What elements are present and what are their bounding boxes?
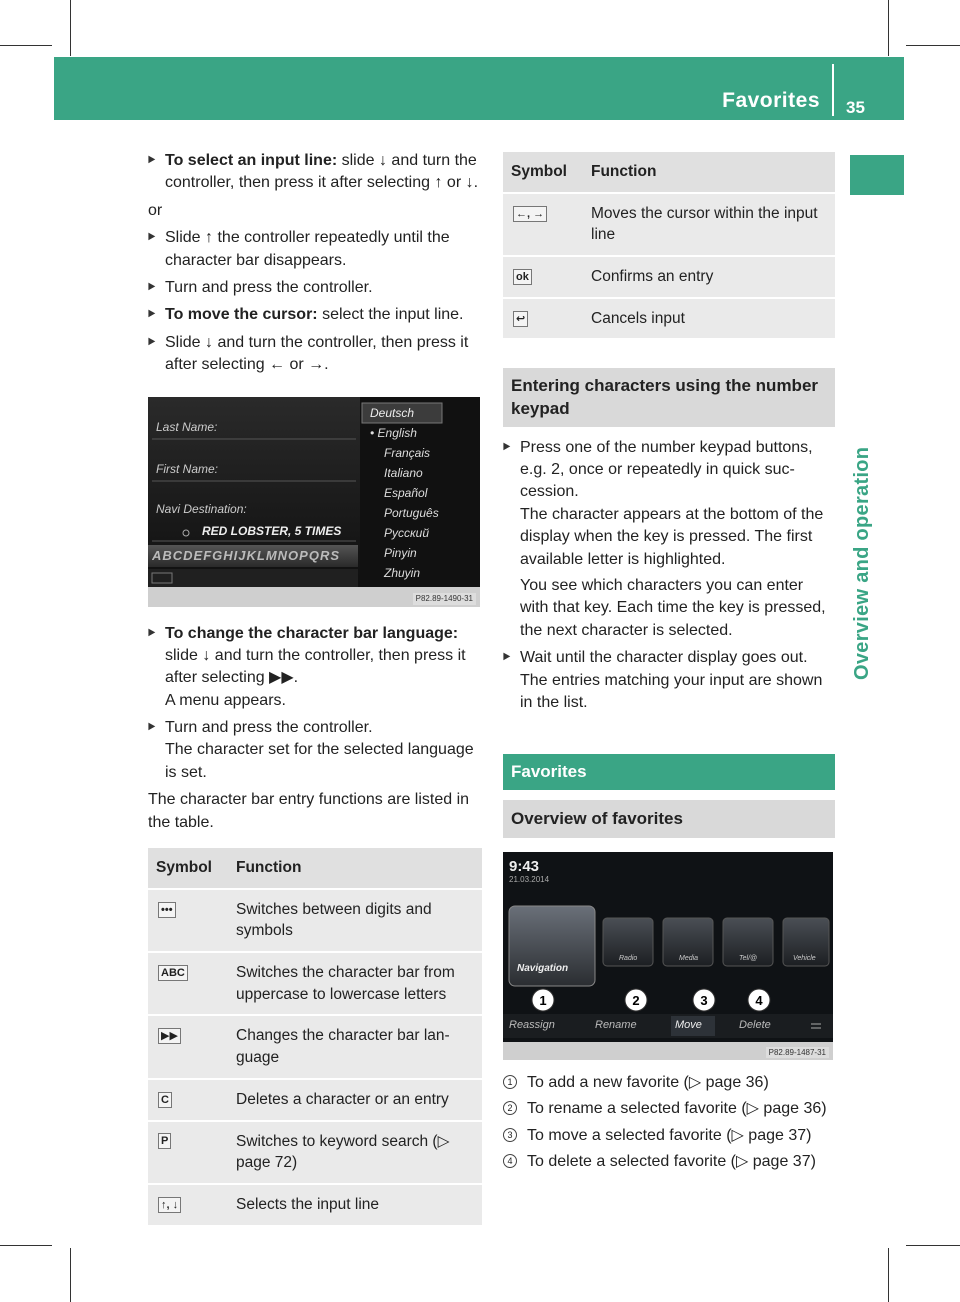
- move-button[interactable]: Move: [675, 1018, 702, 1031]
- symbol-glyph: ok: [513, 269, 532, 285]
- table-header-function: Function: [583, 152, 835, 193]
- language-item: Русский: [384, 525, 430, 540]
- symbol-cell: [148, 1015, 228, 1078]
- symbol-cell: [148, 1079, 228, 1121]
- favorites-screenshot: [503, 852, 833, 1060]
- function-cell: Deletes a character or an entry: [228, 1079, 482, 1121]
- step-heading: To select an input line:: [165, 152, 338, 169]
- screenshot-caption: P82.89-1490-31: [413, 593, 476, 604]
- header-title: Favorites: [722, 89, 820, 112]
- function-cell: Switches to keyword search (▷ page 72): [228, 1121, 482, 1184]
- language-item: Français: [384, 445, 431, 460]
- symbol-table: [503, 152, 835, 338]
- language-item: Pinyin: [384, 545, 417, 560]
- favorite-tile-navigation[interactable]: Navigation: [517, 962, 569, 974]
- step-text: ▶ Wait until the character display goes out.: [520, 649, 808, 667]
- table-header-symbol: Symbol: [503, 152, 583, 193]
- table-row: [148, 1015, 482, 1078]
- instruction-step: [148, 304, 482, 326]
- step-text: The entries matching your input are shown in the list.: [520, 671, 823, 711]
- right-column: [503, 152, 835, 1177]
- language-item: Español: [384, 485, 428, 500]
- callout-number: 3: [503, 1128, 517, 1142]
- paragraph: The character bar entry functions are listed in the table.: [148, 791, 470, 831]
- list-item: [503, 1151, 835, 1173]
- step-text: slide ↓ and turn the controller, then press it after selecting ▶▶.: [165, 646, 466, 687]
- character-bar-screenshot: [148, 397, 480, 607]
- crop-mark: [0, 1245, 52, 1246]
- callout-text: To delete a selected favorite (▷ page 37): [527, 1153, 816, 1171]
- language-label: English: [377, 425, 417, 440]
- symbol-cell: [148, 1121, 228, 1184]
- function-cell: Changes the character bar lan-guage: [228, 1015, 482, 1078]
- table-row: [148, 952, 482, 1015]
- table-row: [503, 298, 835, 339]
- callout-number: 1: [503, 1075, 517, 1089]
- destination-value: RED LOBSTER, 5 TIMES: [202, 523, 342, 538]
- crop-mark: [0, 45, 52, 46]
- symbol-glyph: ←, →: [513, 206, 547, 222]
- instruction-step: [148, 717, 482, 784]
- clock-date: 21.03.2014: [509, 874, 550, 884]
- favorites-callout-list: [503, 1072, 835, 1174]
- last-name-label: Last Name:: [156, 419, 218, 434]
- function-cell: Moves the cursor within the input line: [583, 193, 835, 256]
- callout-number: 2: [503, 1101, 517, 1115]
- symbol-glyph: ABC: [158, 965, 188, 981]
- crop-mark: [888, 1248, 889, 1302]
- callout-text: To rename a selected favorite (▷ page 36): [527, 1100, 827, 1118]
- table-row: [148, 1184, 482, 1225]
- step-text: select the input line.: [322, 306, 464, 324]
- screenshot-caption: P82.89-1487-31: [766, 1047, 829, 1058]
- side-section-label: Overview and operation: [851, 446, 873, 680]
- page-number: 35: [846, 98, 865, 117]
- rename-button[interactable]: Rename: [595, 1018, 637, 1031]
- clock-time: 9:43: [509, 857, 540, 875]
- symbol-cell: [503, 298, 583, 339]
- symbol-cell: [148, 889, 228, 952]
- step-text: The character set for the selected language is set.: [165, 741, 474, 781]
- crop-mark: [70, 1248, 71, 1302]
- symbol-cell: [503, 256, 583, 298]
- callout-text: To move a selected favorite (▷ page 37): [527, 1126, 812, 1144]
- callout-text: To add a new favorite (▷ page 36): [527, 1073, 769, 1091]
- symbol-cell: [503, 193, 583, 256]
- table-row: [148, 1079, 482, 1121]
- symbol-table: [148, 848, 482, 1225]
- header-divider: [832, 64, 834, 116]
- step-text: The character appears at the bottom of the display when the key is pressed. The first available letter is highlighted.: [520, 505, 824, 568]
- crop-mark: [906, 1245, 960, 1246]
- function-cell: Switches between digits and symbols: [228, 889, 482, 952]
- symbol-cell: [148, 952, 228, 1015]
- left-column: [148, 150, 482, 1225]
- table-header-function: Function: [228, 848, 482, 889]
- function-cell: Selects the input line: [228, 1184, 482, 1225]
- crop-mark: [906, 45, 960, 46]
- instruction-step: [503, 437, 835, 643]
- step-text: ▶ Turn and press the controller.: [165, 719, 373, 737]
- symbol-glyph: •••: [158, 902, 176, 918]
- section-heading: Overview of favorites: [503, 800, 835, 838]
- list-item: [503, 1098, 835, 1120]
- crop-mark: [70, 0, 71, 56]
- svg-text:3: 3: [700, 992, 708, 1008]
- table-row: [503, 193, 835, 256]
- favorite-tile-radio[interactable]: Radio: [619, 954, 638, 962]
- character-bar: ABCDEFGHIJKLMNOPQRS: [152, 547, 341, 563]
- language-item: Deutsch: [370, 405, 415, 420]
- table-row: [503, 256, 835, 298]
- instruction-step: [148, 623, 482, 713]
- crop-mark: [888, 0, 889, 56]
- table-header-symbol: Symbol: [148, 848, 228, 889]
- table-row: [148, 889, 482, 952]
- step-heading: ▶ To change the character bar language:: [165, 624, 459, 642]
- symbol-glyph: ↩: [513, 311, 528, 327]
- step-text: You see which characters you can enter with that key. Each time the key is pressed, the next character is selected.: [520, 576, 826, 639]
- instruction-step: [148, 150, 482, 195]
- step-heading: To move the cursor:: [165, 306, 318, 324]
- navi-destination-label: Navi Destination:: [156, 501, 247, 516]
- step-text: A menu appears.: [165, 691, 286, 709]
- favorite-tile-media[interactable]: Media: [679, 954, 699, 962]
- function-cell: Confirms an entry: [583, 256, 835, 298]
- symbol-glyph: ▶▶: [158, 1028, 181, 1044]
- favorite-tile-vehicle[interactable]: Vehicle: [793, 954, 816, 962]
- list-item: [503, 1125, 835, 1147]
- or-text: or: [148, 201, 163, 219]
- symbol-glyph: ↑, ↓: [158, 1197, 181, 1213]
- first-name-label: First Name:: [156, 461, 219, 476]
- symbol-glyph: P: [158, 1133, 171, 1149]
- svg-text:1: 1: [539, 992, 547, 1008]
- chapter-heading: Favorites: [503, 754, 835, 790]
- language-item: Português: [384, 505, 439, 520]
- reassign-button[interactable]: Reassign: [509, 1018, 555, 1031]
- language-item: • English: [370, 425, 417, 440]
- step-text: ▶ Press one of the number keypad buttons, e.g. 2, once or repeatedly in quick suc-cession.: [520, 438, 813, 501]
- favorite-tile-tel[interactable]: Tel/@: [739, 954, 758, 962]
- instruction-step: [503, 647, 835, 714]
- language-item: Italiano: [384, 465, 423, 480]
- symbol-cell: [148, 1184, 228, 1225]
- delete-button[interactable]: Delete: [739, 1018, 771, 1031]
- side-tab: [850, 155, 904, 195]
- instruction-step: ▶ Slide ↓ and turn the controller, then press it after selecting ← or →.: [148, 332, 482, 377]
- function-cell: Cancels input: [583, 298, 835, 339]
- callout-number: 4: [503, 1154, 517, 1168]
- symbol-glyph: C: [158, 1092, 172, 1108]
- instruction-step: ▶ Turn and press the controller.: [148, 277, 482, 299]
- list-item: [503, 1072, 835, 1094]
- svg-text:2: 2: [632, 992, 640, 1008]
- section-heading: Entering characters using the number keypad: [503, 368, 835, 426]
- table-row: [148, 1121, 482, 1184]
- language-item: Zhuyin: [384, 565, 421, 580]
- svg-text:4: 4: [755, 992, 763, 1008]
- function-cell: Switches the character bar from uppercase to lowercase letters: [228, 952, 482, 1015]
- instruction-step: ▶ Slide ↑ the controller repeatedly until the character bar disappears.: [148, 227, 482, 272]
- step-text: slide ↓ and turn the controller, then press it after selecting ↑ or ↓.: [165, 152, 479, 192]
